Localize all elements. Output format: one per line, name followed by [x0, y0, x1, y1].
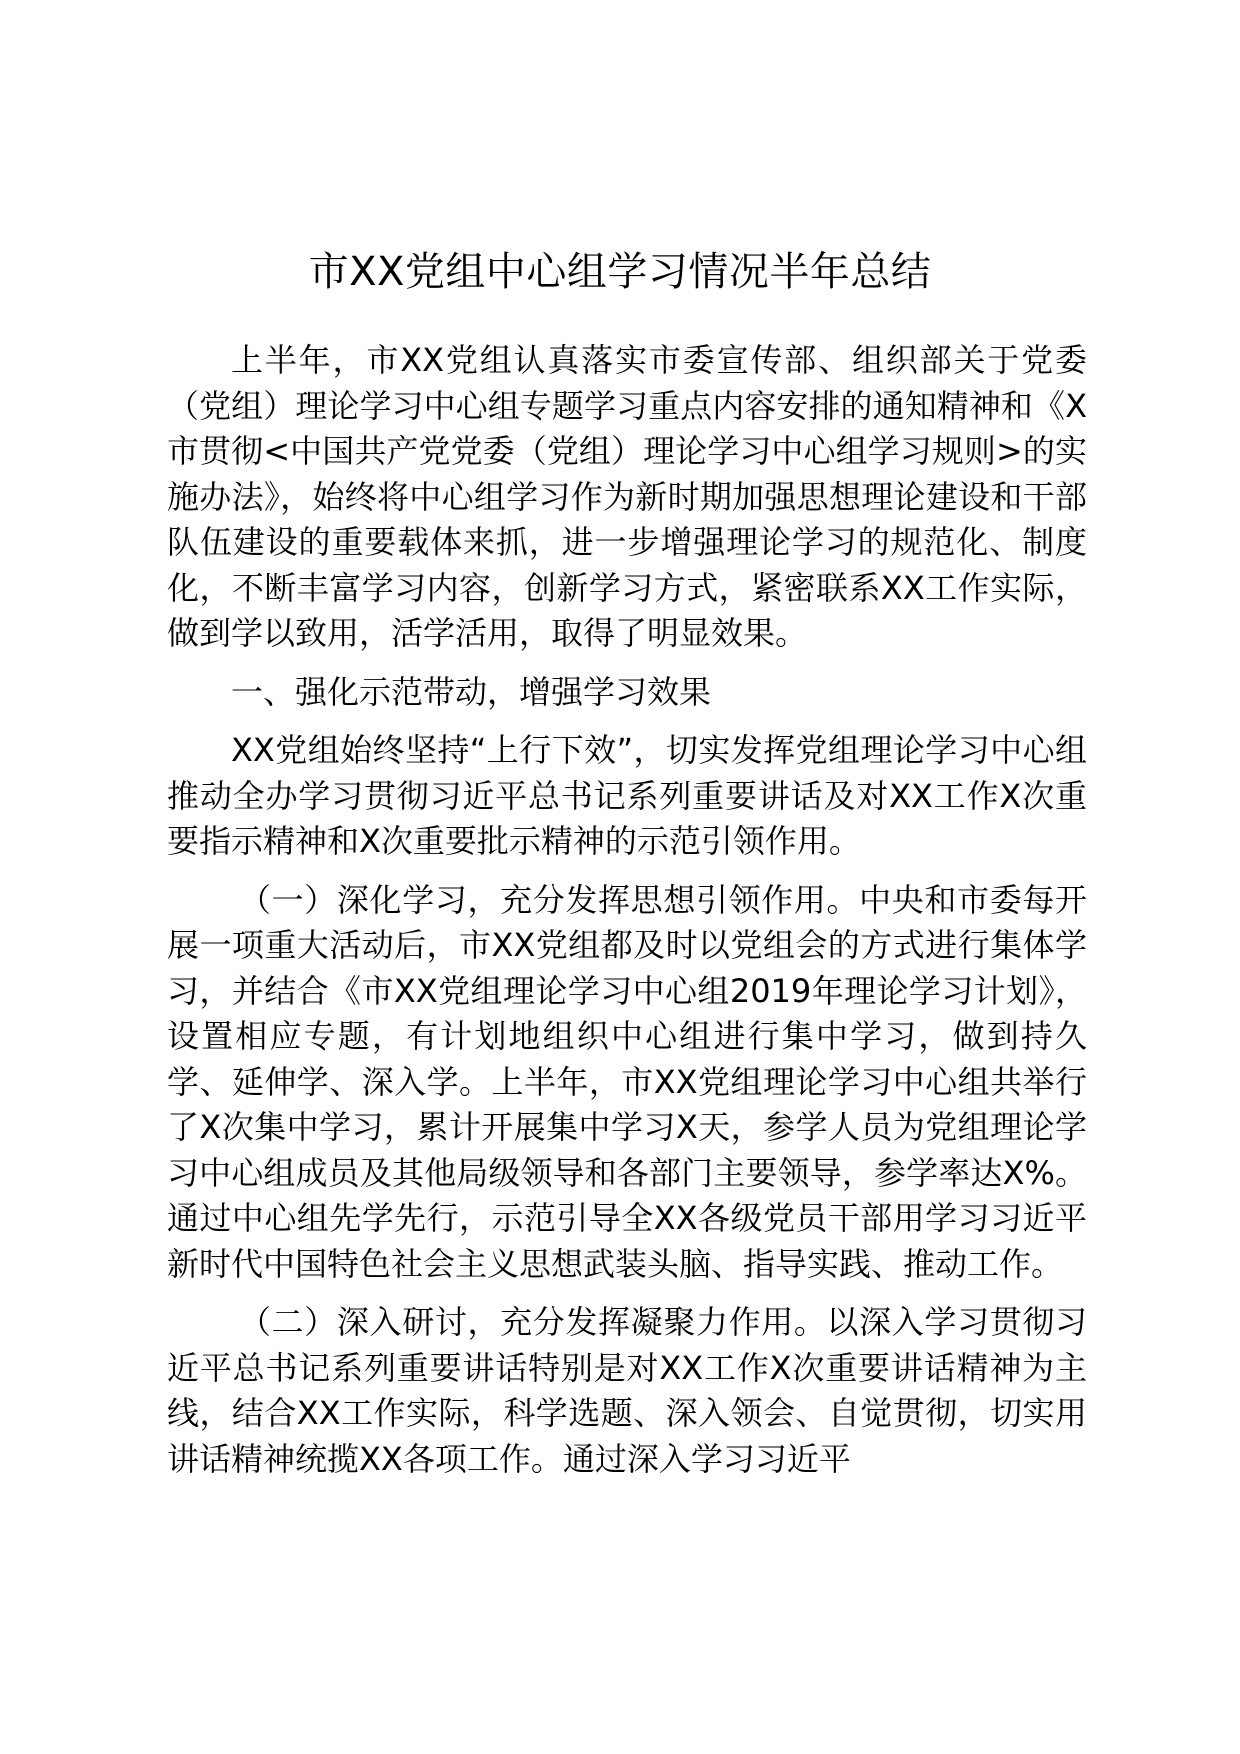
section-paragraph: XX党组始终坚持“上行下效”，切实发挥党组理论学习中心组推动全办学习贯彻习近平总书记系列重要讲话及对XX工作X次重要指示精神和X次重要批示精神的示范引领作用。 [167, 731, 1087, 860]
subsection-paragraph-2: （二）深入研讨，充分发挥凝聚力作用。以深入学习贯彻习近平总书记系列重要讲话特别是对XX工作X次重要讲话精神为主线，结合XX工作实际，科学选题、深入领会、自觉贯彻，切实用讲话精神统揽XX各项工作。通过深入学习习近平 [167, 1303, 1087, 1478]
intro-paragraph: 上半年，市XX党组认真落实市委宣传部、组织部关于党委（党组）理论学习中心组专题学习重点内容安排的通知精神和《X市贯彻<中国共产党党委（党组）理论学习中心组学习规则>的实施办法》，始终将中心组学习作为新时期加强思想理论建设和干部队伍建设的重要载体来抓，进一步增强理论学习的规范化、制度化，不断丰富学习内容，创新学习方式，紧密联系XX工作实际，做到学以致用，活学活用，取得了明显效果。 [167, 341, 1087, 652]
section-heading: 一、强化示范带动，增强学习效果 [231, 672, 712, 711]
document-title: 市XX党组中心组学习情况半年总结 [308, 249, 932, 295]
document-body [167, 338, 1087, 1495]
subsection-paragraph-1: （一）深化学习，充分发挥思想引领作用。中央和市委每开展一项重大活动后，市XX党组都及时以党组会的方式进行集体学习，并结合《市XX党组理论学习中心组2019年理论学习计划》，设置相应专题，有计划地组织中心组进行集中学习，做到持久学、延伸学、深入学。上半年，市XX党组理论学习中心组共举行了X次集中学习，累计开展集中学习X天，参学人员为党组理论学习中心组成员及其他局级领导和各部门主要领导，参学率达X%。通过中心组先学先行，示范引导全XX各级党员干部用学习习近平新时代中国特色社会主义思想武装头脑、指导实践、推动工作。 [167, 880, 1087, 1283]
